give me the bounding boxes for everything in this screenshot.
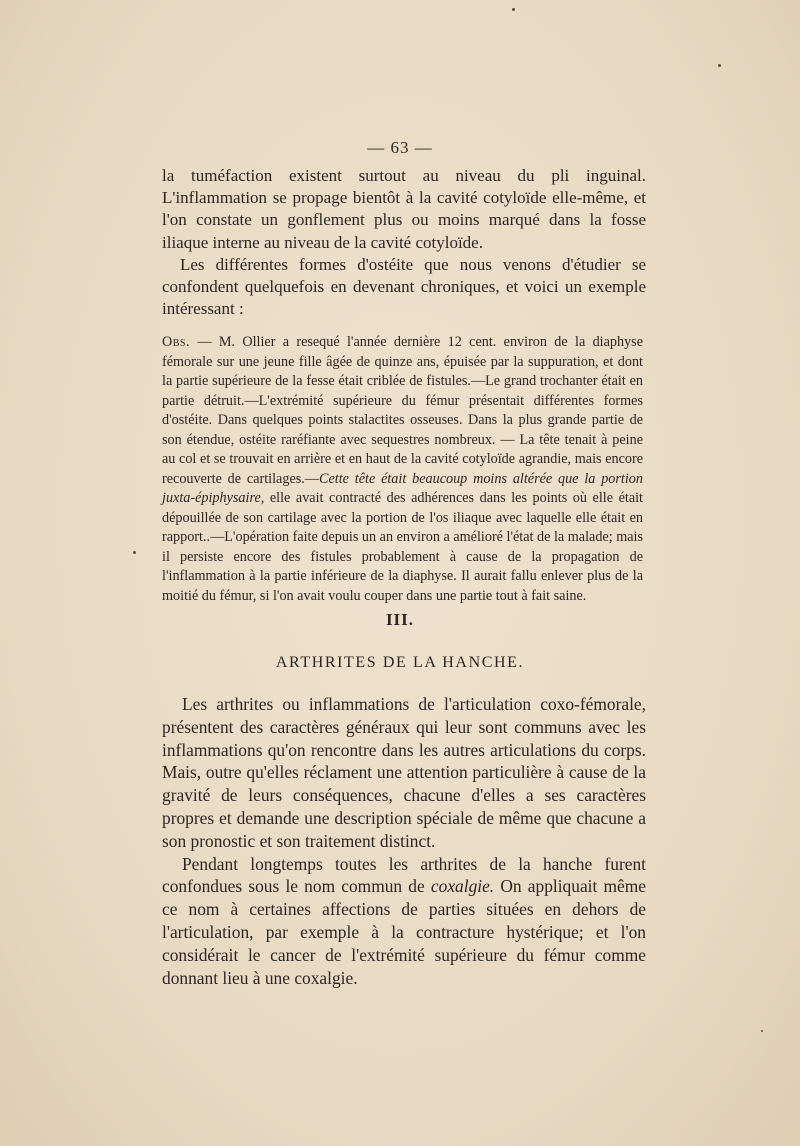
observation-text: — M. Ollier a resequé l'année dernière 12 cent. environ de la diaphyse fémorale sur une jeune fille âgée de quinze ans, épuisée par la suppuration, et dont la partie supérieure de la fesse était criblée de fistules.—Le grand trochanter était en partie détruit.—L'extrémité supérieure du fémur présentait différentes formes d'ostéite. Dans quelques points stalactites osseuses. Dans la plus grande partie de son étendue, ostéite raréfiante avec sequestres nombreux. — La tête tenait à peine au col et se trouvait en arrière et en haut de la cavité cotyloïde agrandie, mais encore recouverte de cartilages.— (162, 334, 643, 487)
observation-text: elle avait contracté des adhérences dans les points où elle était dépouillée de son cartilage avec la portion de l'os iliaque avec laquelle elle était en rapport..—L'opération faite depuis un an environ a amélioré l'état de la malade; mais il persiste encore des fistules probablement à cause de la propagation de l'inflammation à la partie inférieure de la diaphyse. Il aurait fallu enlever plus de la moitié du fémur, si l'on avait voulu couper dans une partie tout à fait saine. (162, 490, 644, 604)
section-paragraph-text: Pendant longtemps toutes les arthrites de la hanche furent confondues sous le nom commun de (162, 853, 646, 897)
intro-text (162, 165, 646, 320)
section-text (162, 693, 646, 989)
observation-paragraph (162, 333, 643, 606)
section-title: ARTHRITES DE LA HANCHE. (275, 654, 525, 671)
observation-note (162, 333, 643, 606)
observation-label: Obs. (162, 334, 191, 350)
italic-term: coxalgie. (430, 876, 495, 897)
paper-speck (718, 64, 721, 67)
section-paragraph (162, 853, 646, 990)
intro-paragraph: Les différentes formes d'ostéite que nous venons d'étudier se confondent quelquefois en devenant chroniques, et voici un exemple intéressant : (162, 254, 646, 319)
section-paragraph-text: On appliquait même ce nom à certaines affections de parties situées en dehors de l'articulation, par exemple à la contracture hystérique; et l'on considérait le cancer de l'extrémité supérieure du fémur comme donnant lieu à une coxalgie. (162, 876, 646, 988)
observation-italic-text: Cette tête était beaucoup moins altérée que la portion juxta-épiphysaire, (162, 470, 643, 506)
paper-speck (761, 1030, 763, 1032)
section-number: III. (385, 610, 415, 629)
page-number: — 63 — (367, 138, 433, 157)
paper-speck (512, 8, 515, 11)
section-paragraph: Les arthrites ou inflammations de l'articulation coxo-fémorale, présentent des caractères généraux qui leur sont communs avec les inflammations qu'on rencontre dans les autres articulations du corps. Mais, outre qu'elles réclament une attention particulière à cause de la gravité de leurs conséquences, chacune d'elles a ses caractères propres et demande une description spéciale de même que chacune a son pronostic et son traitement distinct. (162, 694, 646, 851)
intro-paragraph: la tuméfaction existent surtout au niveau du pli inguinal. L'inflammation se propage bientôt à la cavité cotyloïde elle-même, et l'on constate un gonflement plus ou moins marqué dans la fosse iliaque interne au niveau de la cavité cotyloïde. (162, 166, 646, 252)
paper-speck (133, 551, 136, 554)
